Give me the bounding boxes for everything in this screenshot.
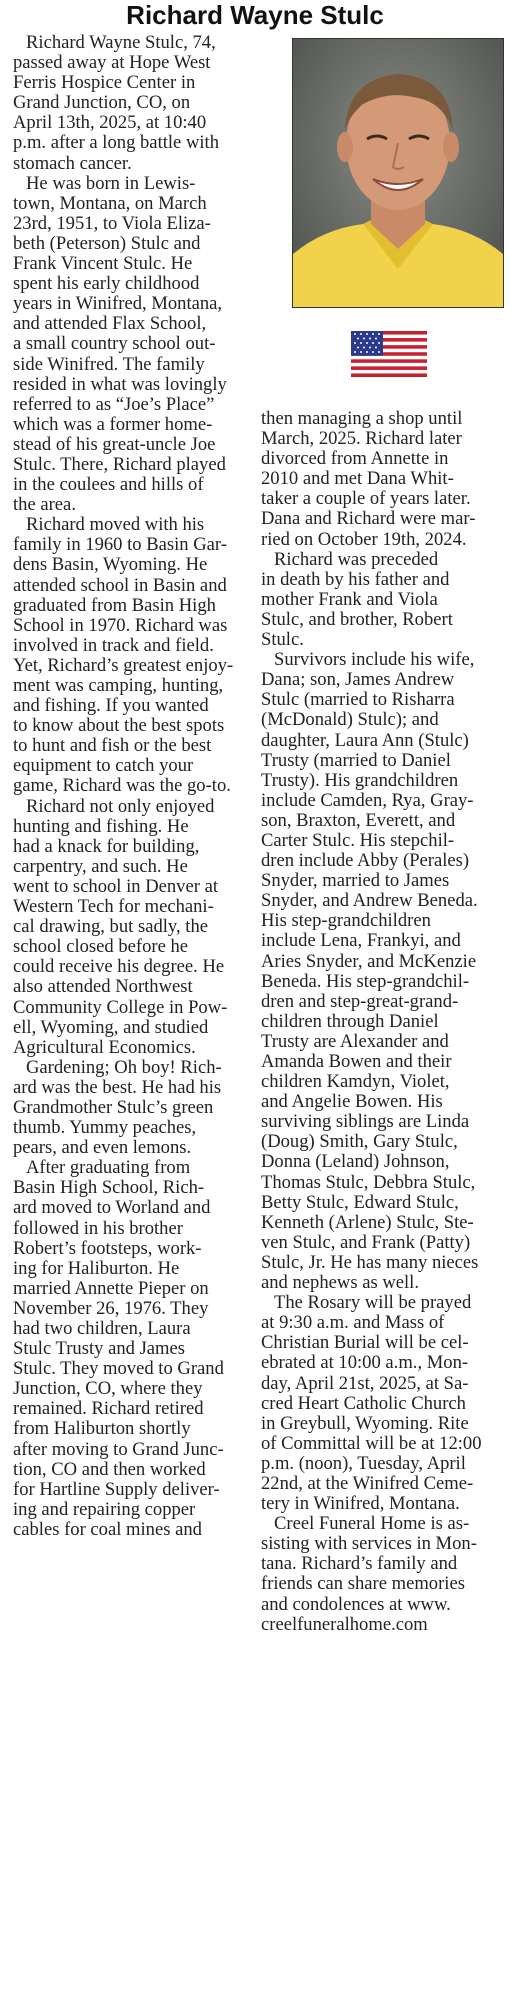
text-line: tana. Richard’s family and <box>261 1553 458 1575</box>
text-line: carpentry, and such. He <box>13 855 188 877</box>
text-line: tion, CO and then worked <box>13 1458 206 1480</box>
text-line: pears, and even lemons. <box>13 1137 192 1159</box>
text-line: Grandmother Stulc’s green <box>13 1096 214 1118</box>
text-line: beth (Peterson) Stulc and <box>13 232 201 254</box>
text-line: Dana; son, James Andrew <box>261 669 455 691</box>
text-line: after moving to Grand Junc- <box>13 1438 224 1460</box>
text-line: Stulc. There, Richard played <box>13 453 226 475</box>
text-line: married Annette Pieper on <box>13 1277 209 1299</box>
text-line: cables for coal mines and <box>13 1518 202 1540</box>
text-line: Gardening; Oh boy! Rich- <box>26 1056 222 1078</box>
text-line: of Committal will be at 12:00 <box>261 1432 482 1454</box>
text-line: include Camden, Rya, Gray- <box>261 789 474 811</box>
text-line: November 26, 1976. They <box>13 1297 209 1319</box>
text-line: to know about the best spots <box>13 715 225 737</box>
text-line: had two children, Laura <box>13 1318 191 1339</box>
text-line: ard moved to Worland and <box>13 1197 211 1219</box>
text-line: years in Winifred, Montana, <box>13 293 223 315</box>
text-line: sisting with services in Mon- <box>261 1533 477 1555</box>
text-line: family in 1960 to Basin Gar- <box>13 534 227 556</box>
text-line: School in 1970. Richard was <box>13 614 228 636</box>
text-line: divorced from Annette in <box>261 448 449 470</box>
text-line: Ferris Hospice Center in <box>13 72 196 94</box>
text-line: Frank Vincent Stulc. He <box>13 253 193 275</box>
text-line: side Winifred. The family <box>13 353 205 375</box>
text-line: followed in his brother <box>13 1217 183 1239</box>
text-line: children Kamdyn, Violet, <box>261 1071 450 1093</box>
text-line: Stulc, and brother, Robert <box>261 608 453 630</box>
text-line: Robert’s footsteps, work- <box>13 1237 202 1259</box>
text-line: in Greybull, Wyoming. Rite <box>261 1412 469 1434</box>
text-line: mother Frank and Viola <box>261 588 438 610</box>
text-line: referred to as “Joe’s Place” <box>13 393 215 415</box>
text-line: taker a couple of years later. <box>261 488 471 510</box>
text-line: ment was camping, hunting, <box>13 675 224 696</box>
text-line: school closed before he <box>13 936 189 958</box>
text-line: Western Tech for mechani- <box>13 896 214 918</box>
text-line: Snyder, married to James <box>261 870 450 892</box>
text-line: could receive his degree. He <box>13 956 225 978</box>
text-line: from Haliburton shortly <box>13 1418 191 1440</box>
text-line: Amanda Bowen and their <box>261 1051 452 1072</box>
text-line: to hunt and fish or the best <box>13 735 212 757</box>
text-line: for Hartline Supply deliver- <box>13 1478 220 1500</box>
portrait-photo <box>292 38 504 308</box>
text-line: then managing a shop until <box>261 408 463 429</box>
text-line: and nephews as well. <box>261 1272 420 1294</box>
text-line: include Lena, Frankyi, and <box>261 930 461 952</box>
text-line: Basin High School, Rich- <box>13 1177 205 1199</box>
text-line: game, Richard was the go-to. <box>13 775 231 797</box>
text-line: thumb. Yummy peaches, <box>13 1117 197 1139</box>
text-line: dren include Abby (Perales) <box>261 850 470 872</box>
text-line: Survivors include his wife, <box>274 649 475 671</box>
right-text-column <box>261 409 508 1635</box>
text-line: p.m. after a long battle with <box>13 132 220 154</box>
text-line: Junction, CO, where they <box>13 1378 203 1400</box>
text-line: tery in Winifred, Montana. <box>261 1493 460 1515</box>
text-line: Aries Snyder, and McKenzie <box>261 950 477 972</box>
text-line: day, April 21st, 2025, at Sa- <box>261 1372 469 1394</box>
text-line: Thomas Stulc, Debbra Stulc, <box>261 1171 476 1193</box>
text-line: town, Montana, on March <box>13 192 207 214</box>
left-text-column <box>13 33 256 1540</box>
text-line: 2010 and met Dana Whit- <box>261 468 454 490</box>
text-line: children through Daniel <box>261 1010 439 1032</box>
text-line: (Doug) Smith, Gary Stulc, <box>261 1131 458 1153</box>
text-line: He was born in Lewis- <box>26 172 196 194</box>
text-line: went to school in Denver at <box>13 875 218 897</box>
text-line: graduated from Basin High <box>13 594 216 616</box>
text-line: ven Stulc, and Frank (Patty) <box>261 1231 471 1253</box>
text-line: a small country school out- <box>13 333 216 355</box>
text-line: Yet, Richard’s greatest enjoy- <box>13 654 234 676</box>
text-line: Betty Stulc, Edward Stulc, <box>261 1191 459 1213</box>
text-line: Dana and Richard were mar- <box>261 508 476 530</box>
text-line: stomach cancer. <box>13 152 132 174</box>
portrait-illustration <box>293 39 503 307</box>
us-flag-icon <box>351 331 427 377</box>
text-line: Stulc. They moved to Grand <box>13 1358 224 1380</box>
text-line: Creel Funeral Home is as- <box>274 1513 470 1535</box>
text-line: which was a former home- <box>13 413 213 435</box>
text-line: daughter, Laura Ann (Stulc) <box>261 729 469 751</box>
text-line: passed away at Hope West <box>13 52 211 74</box>
text-line: Stulc Trusty and James <box>13 1338 186 1360</box>
text-line: The Rosary will be prayed <box>274 1292 472 1314</box>
text-line: creelfuneralhome.com <box>261 1613 428 1635</box>
text-line: equipment to catch your <box>13 755 194 777</box>
text-line: Richard was preceded <box>274 548 439 570</box>
text-line: the area. <box>13 494 76 516</box>
text-line: ell, Wyoming, and studied <box>13 1016 209 1038</box>
text-line: Kenneth (Arlene) Stulc, Ste- <box>261 1211 474 1233</box>
text-line: ard was the best. He had his <box>13 1076 222 1098</box>
text-line: friends can share memories <box>261 1573 465 1595</box>
text-line: Beneda. His step-grandchil- <box>261 970 470 992</box>
text-line: ing for Haliburton. He <box>13 1257 180 1279</box>
text-line: stead of his great-uncle Joe <box>13 433 216 455</box>
text-line: Agricultural Economics. <box>13 1036 196 1058</box>
text-line: 23rd, 1951, to Viola Eliza- <box>13 212 211 234</box>
text-line: surviving siblings are Linda <box>261 1111 470 1133</box>
text-line: April 13th, 2025, at 10:40 <box>13 112 207 134</box>
text-line: remained. Richard retired <box>13 1398 204 1420</box>
text-line: Trusty). His grandchildren <box>261 769 459 791</box>
text-line: ebrated at 10:00 a.m., Mon- <box>261 1352 469 1374</box>
us-flag-graphic <box>351 331 427 377</box>
text-line: Stulc, Jr. He has many nieces <box>261 1251 479 1273</box>
text-line: and condolences at www. <box>261 1593 451 1615</box>
text-line: also attended Northwest <box>13 976 193 998</box>
text-line: spent his early childhood <box>13 273 200 295</box>
text-line: hunting and fishing. He <box>13 815 189 837</box>
text-line: in the coulees and hills of <box>13 474 204 496</box>
text-line: Richard Wayne Stulc, 74, <box>26 32 216 53</box>
text-line: His step-grandchildren <box>261 910 431 932</box>
text-line: and attended Flax School, <box>13 313 207 335</box>
text-line: had a knack for building, <box>13 835 200 857</box>
obituary-title: Richard Wayne Stulc <box>126 0 384 30</box>
text-line: 22nd, at the Winifred Ceme- <box>261 1472 474 1494</box>
text-line: involved in track and field. <box>13 634 214 656</box>
text-line: Community College in Pow- <box>13 996 228 1018</box>
text-line: cred Heart Catholic Church <box>261 1392 466 1414</box>
text-line: at 9:30 a.m. and Mass of <box>261 1312 445 1334</box>
text-line: ing and repairing copper <box>13 1498 196 1520</box>
text-line: Carter Stulc. His stepchil- <box>261 829 455 851</box>
text-line: Stulc (married to Risharra <box>261 689 455 711</box>
text-line: Grand Junction, CO, on <box>13 92 191 114</box>
text-line: son, Braxton, Everett, and <box>261 809 456 831</box>
text-line: Richard not only enjoyed <box>26 795 215 817</box>
text-line: dens Basin, Wyoming. He <box>13 554 208 576</box>
text-line: March, 2025. Richard later <box>261 428 462 450</box>
text-line: Stulc. <box>261 629 304 651</box>
text-line: in death by his father and <box>261 568 450 590</box>
text-line: Trusty (married to Daniel <box>261 749 451 771</box>
text-line: ried on October 19th, 2024. <box>261 528 467 550</box>
text-line: dren and step-great-grand- <box>261 990 459 1012</box>
text-line: (McDonald) Stulc); and <box>261 709 439 731</box>
text-line: p.m. (noon), Tuesday, April <box>261 1452 466 1474</box>
text-line: After graduating from <box>26 1157 191 1179</box>
text-line: Donna (Leland) Johnson, <box>261 1151 450 1173</box>
text-line: and Angelie Bowen. His <box>261 1091 443 1113</box>
text-line: cal drawing, but sadly, the <box>13 916 209 938</box>
text-line: and fishing. If you wanted <box>13 695 209 717</box>
text-line: resided in what was lovingly <box>13 373 227 395</box>
text-line: Richard moved with his <box>26 514 205 536</box>
text-line: Christian Burial will be cel- <box>261 1332 469 1354</box>
text-line: Snyder, and Andrew Beneda. <box>261 890 478 912</box>
text-line: Trusty are Alexander and <box>261 1030 449 1052</box>
text-line: attended school in Basin and <box>13 574 227 596</box>
